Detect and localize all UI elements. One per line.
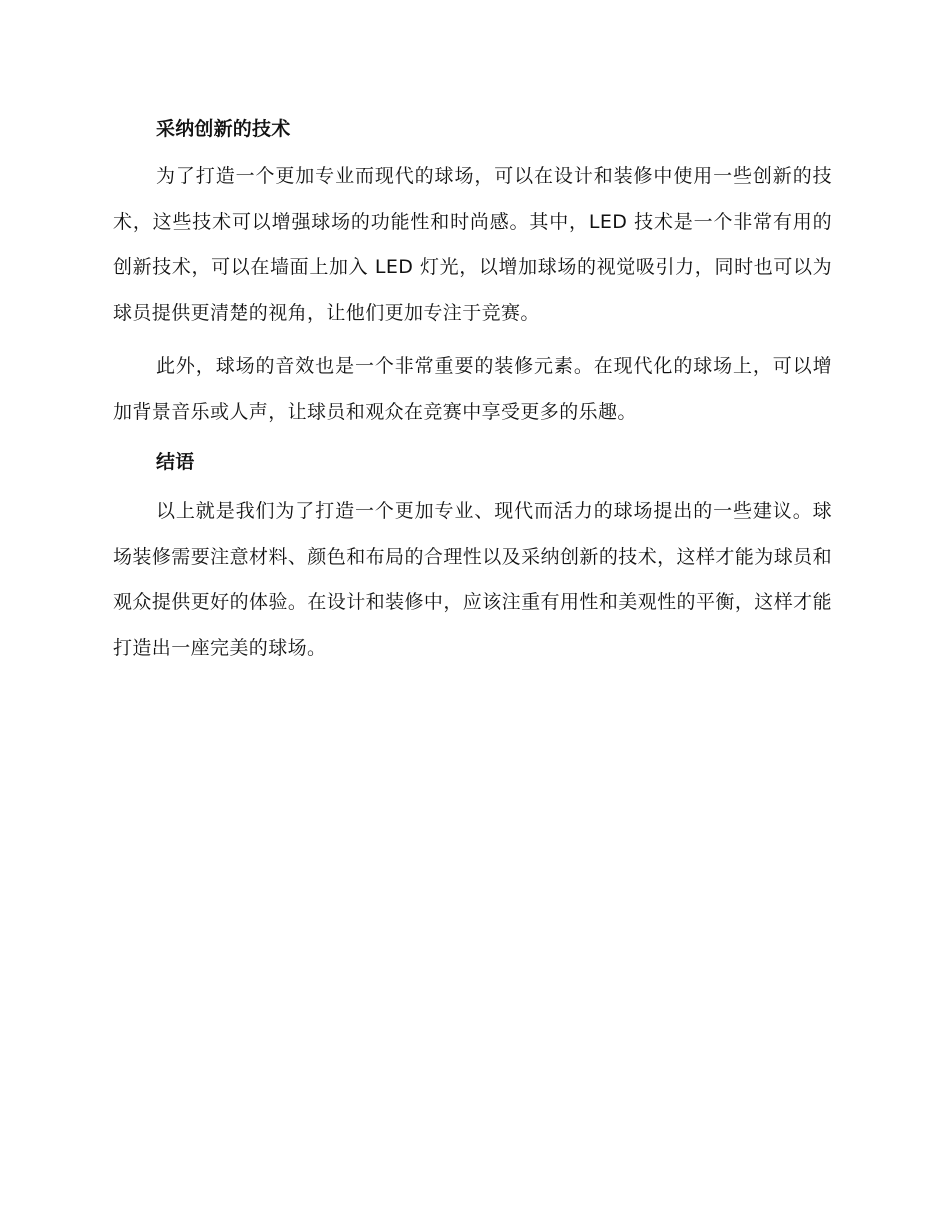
section-heading-conclusion: 结语: [156, 451, 195, 473]
section-heading-innovation: 采纳创新的技术: [156, 118, 291, 140]
paragraph-sound-effects: 此外，球场的音效也是一个非常重要的装修元素。在现代化的球场上，可以增加背景音乐或人声，让球员和观众在竞赛中享受更多的乐趣。: [113, 355, 832, 423]
paragraph-conclusion: 以上就是我们为了打造一个更加专业、现代而活力的球场提出的一些建议。球场装修需要注意材料、颜色和布局的合理性以及采纳创新的技术，这样才能为球员和观众提供更好的体验。在设计和装修中，应该注重有用性和美观性的平衡，这样才能打造出一座完美的球场。: [113, 500, 832, 659]
paragraph-led-technology: 为了打造一个更加专业而现代的球场，可以在设计和装修中使用一些创新的技术，这些技术可以增强球场的功能性和时尚感。其中，LED 技术是一个非常有用的创新技术，可以在墙面上加入 LED 灯光，以增加球场的视觉吸引力，同时也可以为球员提供更清楚的视角，让他们更加专注于竞赛。: [113, 165, 832, 324]
